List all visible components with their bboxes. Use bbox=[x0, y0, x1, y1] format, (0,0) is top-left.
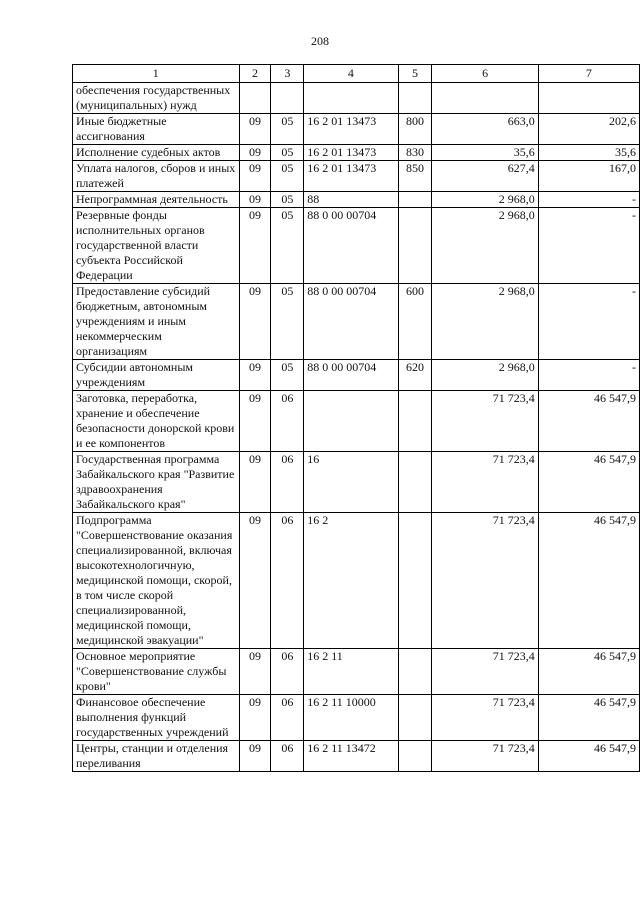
section-code: 09 bbox=[239, 284, 271, 360]
item-name: Иные бюджетные ассигнования bbox=[73, 114, 240, 145]
target-article-code: 16 2 01 13473 bbox=[304, 145, 398, 161]
expense-type-code bbox=[398, 452, 432, 513]
amount-col7: - bbox=[538, 284, 639, 360]
subsection-code: 05 bbox=[271, 114, 304, 145]
amount-col6: 71 723,4 bbox=[432, 513, 538, 649]
item-name: Уплата налогов, сборов и иных платежей bbox=[73, 161, 240, 192]
amount-col6: 2 968,0 bbox=[432, 208, 538, 284]
section-code: 09 bbox=[239, 114, 271, 145]
amount-col6: 2 968,0 bbox=[432, 284, 538, 360]
table-row bbox=[73, 208, 640, 284]
amount-col6: 663,0 bbox=[432, 114, 538, 145]
subsection-code: 05 bbox=[271, 192, 304, 208]
header-cell: 7 bbox=[538, 65, 639, 83]
item-name: Заготовка, переработка, хранение и обеспечение безопасности донорской крови и ее компонентов bbox=[73, 391, 240, 452]
section-code: 09 bbox=[239, 145, 271, 161]
table-row bbox=[73, 114, 640, 145]
header-cell: 3 bbox=[271, 65, 304, 83]
target-article-code: 16 2 01 13473 bbox=[304, 161, 398, 192]
subsection-code bbox=[271, 83, 304, 114]
expense-type-code bbox=[398, 741, 432, 772]
item-name: Резервные фонды исполнительных органов государственной власти субъекта Российской Федерации bbox=[73, 208, 240, 284]
section-code: 09 bbox=[239, 391, 271, 452]
item-name: Непрограммная деятельность bbox=[73, 192, 240, 208]
item-name: обеспечения государственных (муниципальных) нужд bbox=[73, 83, 240, 114]
expense-type-code bbox=[398, 83, 432, 114]
section-code: 09 bbox=[239, 161, 271, 192]
item-name: Субсидии автономным учреждениям bbox=[73, 360, 240, 391]
expense-type-code: 800 bbox=[398, 114, 432, 145]
amount-col6 bbox=[432, 83, 538, 114]
item-name: Государственная программа Забайкальского края "Развитие здравоохранения Забайкальского края" bbox=[73, 452, 240, 513]
amount-col7: - bbox=[538, 192, 639, 208]
table-row bbox=[73, 452, 640, 513]
amount-col6: 71 723,4 bbox=[432, 649, 538, 695]
section-code: 09 bbox=[239, 513, 271, 649]
amount-col7: - bbox=[538, 208, 639, 284]
amount-col7: 46 547,9 bbox=[538, 391, 639, 452]
expense-type-code bbox=[398, 649, 432, 695]
section-code: 09 bbox=[239, 452, 271, 513]
amount-col7: 46 547,9 bbox=[538, 695, 639, 741]
header-cell: 6 bbox=[432, 65, 538, 83]
table-row bbox=[73, 649, 640, 695]
amount-col7: 46 547,9 bbox=[538, 452, 639, 513]
target-article-code: 88 bbox=[304, 192, 398, 208]
section-code bbox=[239, 83, 271, 114]
section-code: 09 bbox=[239, 695, 271, 741]
item-name: Предоставление субсидий бюджетным, автономным учреждениям и иным некоммерческим организациям bbox=[73, 284, 240, 360]
target-article-code: 16 2 11 bbox=[304, 649, 398, 695]
target-article-code: 88 0 00 00704 bbox=[304, 208, 398, 284]
table-row bbox=[73, 161, 640, 192]
subsection-code: 05 bbox=[271, 145, 304, 161]
table-row bbox=[73, 513, 640, 649]
subsection-code: 06 bbox=[271, 649, 304, 695]
section-code: 09 bbox=[239, 360, 271, 391]
subsection-code: 06 bbox=[271, 513, 304, 649]
item-name: Подпрограмма "Совершенствование оказания специализированной, включая высокотехнологичную, медицинской помощи, скорой, в том числе скорой специализированной, медицинской помощи, медицинской эвакуации" bbox=[73, 513, 240, 649]
item-name: Центры, станции и отделения переливания bbox=[73, 741, 240, 772]
target-article-code: 88 0 00 00704 bbox=[304, 284, 398, 360]
amount-col7: 202,6 bbox=[538, 114, 639, 145]
header-cell: 5 bbox=[398, 65, 432, 83]
subsection-code: 05 bbox=[271, 161, 304, 192]
amount-col7 bbox=[538, 83, 639, 114]
table-row bbox=[73, 284, 640, 360]
target-article-code: 16 2 01 13473 bbox=[304, 114, 398, 145]
table-row bbox=[73, 83, 640, 114]
subsection-code: 05 bbox=[271, 360, 304, 391]
expense-type-code: 620 bbox=[398, 360, 432, 391]
expense-type-code bbox=[398, 695, 432, 741]
target-article-code: 16 2 bbox=[304, 513, 398, 649]
expense-type-code: 600 bbox=[398, 284, 432, 360]
subsection-code: 06 bbox=[271, 391, 304, 452]
expense-type-code: 830 bbox=[398, 145, 432, 161]
expense-type-code: 850 bbox=[398, 161, 432, 192]
amount-col6: 71 723,4 bbox=[432, 391, 538, 452]
table-row bbox=[73, 360, 640, 391]
section-code: 09 bbox=[239, 192, 271, 208]
amount-col6: 35,6 bbox=[432, 145, 538, 161]
section-code: 09 bbox=[239, 741, 271, 772]
amount-col6: 2 968,0 bbox=[432, 192, 538, 208]
subsection-code: 06 bbox=[271, 695, 304, 741]
amount-col6: 71 723,4 bbox=[432, 741, 538, 772]
section-code: 09 bbox=[239, 649, 271, 695]
subsection-code: 06 bbox=[271, 741, 304, 772]
table-row bbox=[73, 192, 640, 208]
header-cell: 2 bbox=[239, 65, 271, 83]
amount-col6: 627,4 bbox=[432, 161, 538, 192]
amount-col6: 71 723,4 bbox=[432, 452, 538, 513]
amount-col7: 46 547,9 bbox=[538, 513, 639, 649]
budget-table bbox=[72, 64, 640, 772]
amount-col6: 71 723,4 bbox=[432, 695, 538, 741]
expense-type-code bbox=[398, 391, 432, 452]
target-article-code bbox=[304, 391, 398, 452]
header-cell: 4 bbox=[304, 65, 398, 83]
page-number: 208 bbox=[311, 34, 329, 48]
expense-type-code bbox=[398, 208, 432, 284]
amount-col7: 167,0 bbox=[538, 161, 639, 192]
subsection-code: 05 bbox=[271, 284, 304, 360]
amount-col7: 46 547,9 bbox=[538, 649, 639, 695]
table-row bbox=[73, 741, 640, 772]
amount-col6: 2 968,0 bbox=[432, 360, 538, 391]
table-row bbox=[73, 391, 640, 452]
section-code: 09 bbox=[239, 208, 271, 284]
table-row bbox=[73, 695, 640, 741]
subsection-code: 05 bbox=[271, 208, 304, 284]
expense-type-code bbox=[398, 513, 432, 649]
item-name: Исполнение судебных актов bbox=[73, 145, 240, 161]
table-row bbox=[73, 145, 640, 161]
target-article-code bbox=[304, 83, 398, 114]
amount-col7: 46 547,9 bbox=[538, 741, 639, 772]
target-article-code: 16 2 11 13472 bbox=[304, 741, 398, 772]
item-name: Финансовое обеспечение выполнения функций государственных учреждений bbox=[73, 695, 240, 741]
amount-col7: - bbox=[538, 360, 639, 391]
subsection-code: 06 bbox=[271, 452, 304, 513]
target-article-code: 16 bbox=[304, 452, 398, 513]
item-name: Основное мероприятие "Совершенствование службы крови" bbox=[73, 649, 240, 695]
amount-col7: 35,6 bbox=[538, 145, 639, 161]
target-article-code: 16 2 11 10000 bbox=[304, 695, 398, 741]
header-cell: 1 bbox=[73, 65, 240, 83]
header-row bbox=[73, 65, 640, 83]
target-article-code: 88 0 00 00704 bbox=[304, 360, 398, 391]
expense-type-code bbox=[398, 192, 432, 208]
